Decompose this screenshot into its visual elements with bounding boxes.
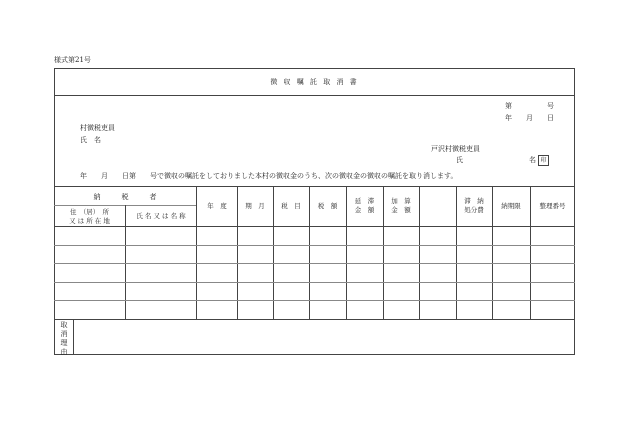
table-top-border	[54, 186, 575, 187]
col-header-delinquency: 延 滞 金 額	[354, 197, 375, 214]
title-divider	[54, 95, 575, 96]
col-header-deadline: 納期限	[501, 202, 521, 210]
col-header-additional: 加 算 金 額	[391, 197, 411, 214]
col-header-ref-number: 整理番号	[539, 202, 566, 210]
col-header-tax-item: 税 目	[281, 202, 301, 210]
sender-name-label: 氏	[456, 156, 463, 164]
sender-office: 戸沢村徴税吏員	[431, 145, 480, 153]
date-label: 年 月 日	[505, 114, 554, 122]
reason-label-1: 取	[60, 321, 68, 329]
col-header-year: 年 度	[207, 202, 227, 210]
col-header-name: 氏 名 又 は 名 称	[136, 212, 186, 220]
table-row	[54, 245, 575, 246]
reason-label-3: 理	[60, 339, 68, 347]
header-bottom-border	[54, 226, 575, 227]
addressee-office: 村徴税吏員	[80, 124, 115, 132]
table-row	[54, 300, 575, 301]
form-number: 様式第21号	[54, 56, 91, 64]
table-row	[54, 263, 575, 264]
rows-bottom-border	[54, 319, 575, 320]
taxpayer-group-header: 納 税 者	[93, 193, 157, 201]
col-header-period: 期 月	[245, 202, 265, 210]
reason-divider	[73, 319, 74, 355]
col-header-tax-amount: 税 額	[317, 202, 338, 210]
body-text: 年 月 日第 号で徴収の嘱託をしておりました本村の徴収金のうち、次の徴収金の徴収の嘱託を取り消します。	[80, 172, 458, 180]
col-header-address: 住 （居） 所 又 は 所 在 地	[69, 208, 110, 225]
seal-mark: 印	[538, 155, 549, 166]
col-header-disposition-cost: 滞 納 処分費	[464, 197, 484, 214]
reason-label-4: 由	[60, 348, 68, 356]
doc-number-label: 第 号	[505, 102, 554, 110]
addressee-name-label: 氏 名	[80, 136, 101, 144]
reason-label-2: 消	[60, 330, 68, 338]
col-line-1	[125, 226, 126, 319]
sender-name-label-2: 名	[529, 156, 536, 164]
table-row	[54, 282, 575, 283]
form-title: 徴 収 嘱 託 取 消 書	[270, 78, 359, 86]
